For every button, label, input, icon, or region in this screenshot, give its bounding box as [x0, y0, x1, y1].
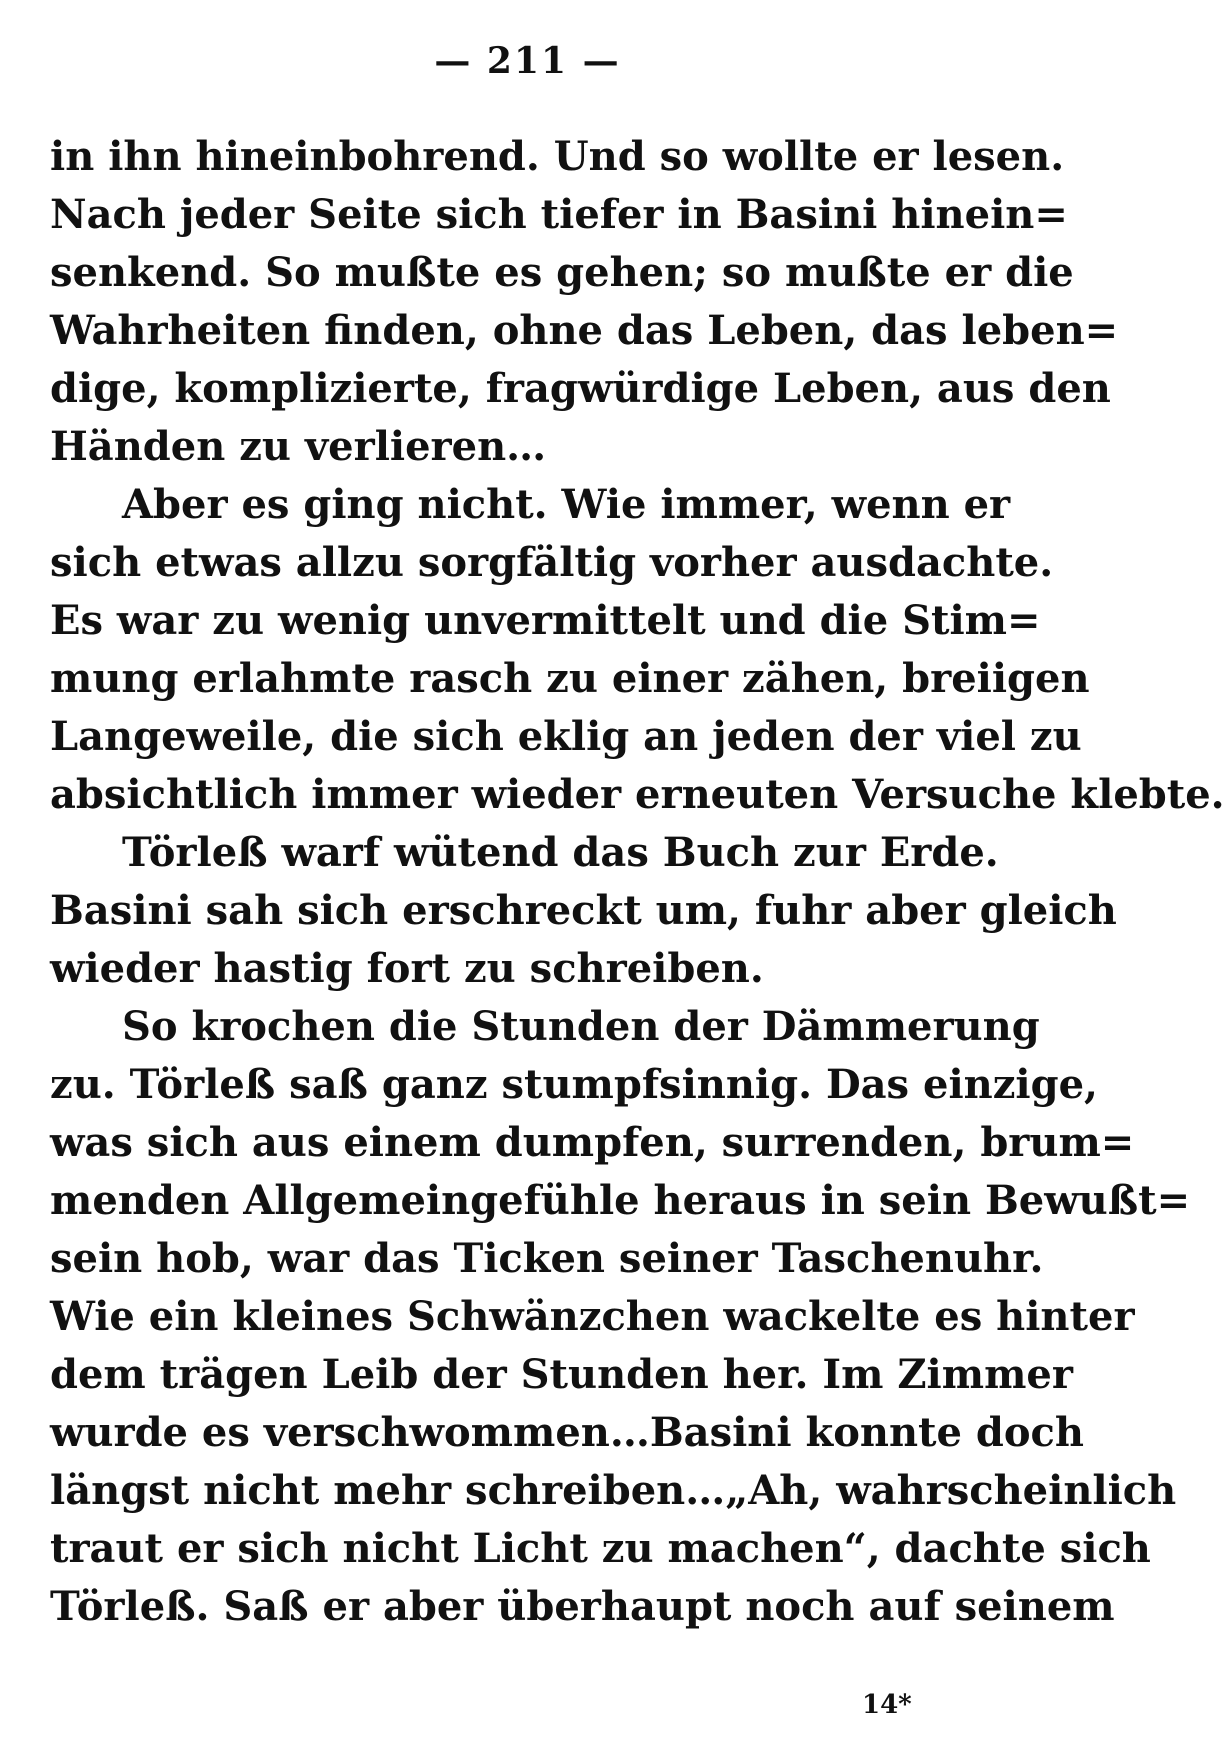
text-line: Aber es ging nicht. Wie immer, wenn er [122, 481, 1011, 528]
text-line: Nach jeder Seite sich tiefer in Basini hinein= [50, 191, 1068, 238]
text-line: wurde es verschwommen…Basini konnte doch [50, 1409, 1084, 1456]
text-line: in ihn hineinbohrend. Und so wollte er lesen. [50, 133, 1065, 180]
text-line: sich etwas allzu sorgfältig vorher ausdachte. [50, 539, 1054, 586]
text-line: senkend. So mußte es gehen; so mußte er die [50, 249, 1074, 296]
text-line: absichtlich immer wieder erneuten Versuche klebte. [50, 771, 1225, 818]
text-line: was sich aus einem dumpfen, surrenden, brum= [50, 1119, 1135, 1166]
text-line: Wie ein kleines Schwänzchen wackelte es hinter [50, 1293, 1135, 1340]
text-line: Törleß warf wütend das Buch zur Erde. [122, 829, 999, 876]
text-line: zu. Törleß saß ganz stumpfsinnig. Das einzige, [50, 1061, 1098, 1108]
text-line: Händen zu verlieren… [50, 423, 547, 470]
text-line: längst nicht mehr schreiben…„Ah, wahrscheinlich [50, 1467, 1177, 1514]
signature-mark: 14* [862, 1690, 912, 1720]
text-line: dem trägen Leib der Stunden her. Im Zimmer [50, 1351, 1073, 1398]
text-line: Es war zu wenig unvermittelt und die Stim= [50, 597, 1041, 644]
page-number: — 211 — [434, 40, 621, 82]
body-text [50, 128, 1225, 1636]
text-line: So krochen die Stunden der Dämmerung [122, 1003, 1040, 1050]
text-line: Basini sah sich erschreckt um, fuhr aber gleich [50, 887, 1117, 934]
text-line: traut er sich nicht Licht zu machen“, dachte sich [50, 1525, 1151, 1572]
text-line: Wahrheiten finden, ohne das Leben, das leben= [50, 307, 1119, 354]
text-line: menden Allgemeingefühle heraus in sein Bewußt= [50, 1177, 1191, 1224]
text-line: Langeweile, die sich eklig an jeden der viel zu [50, 713, 1082, 760]
text-line: dige, komplizierte, fragwürdige Leben, aus den [50, 365, 1111, 412]
text-line: wieder hastig fort zu schreiben. [50, 945, 764, 992]
text-line: Törleß. Saß er aber überhaupt noch auf seinem [50, 1583, 1115, 1630]
text-line: sein hob, war das Ticken seiner Taschenuhr. [50, 1235, 1044, 1282]
text-line: mung erlahmte rasch zu einer zähen, breiigen [50, 655, 1090, 702]
